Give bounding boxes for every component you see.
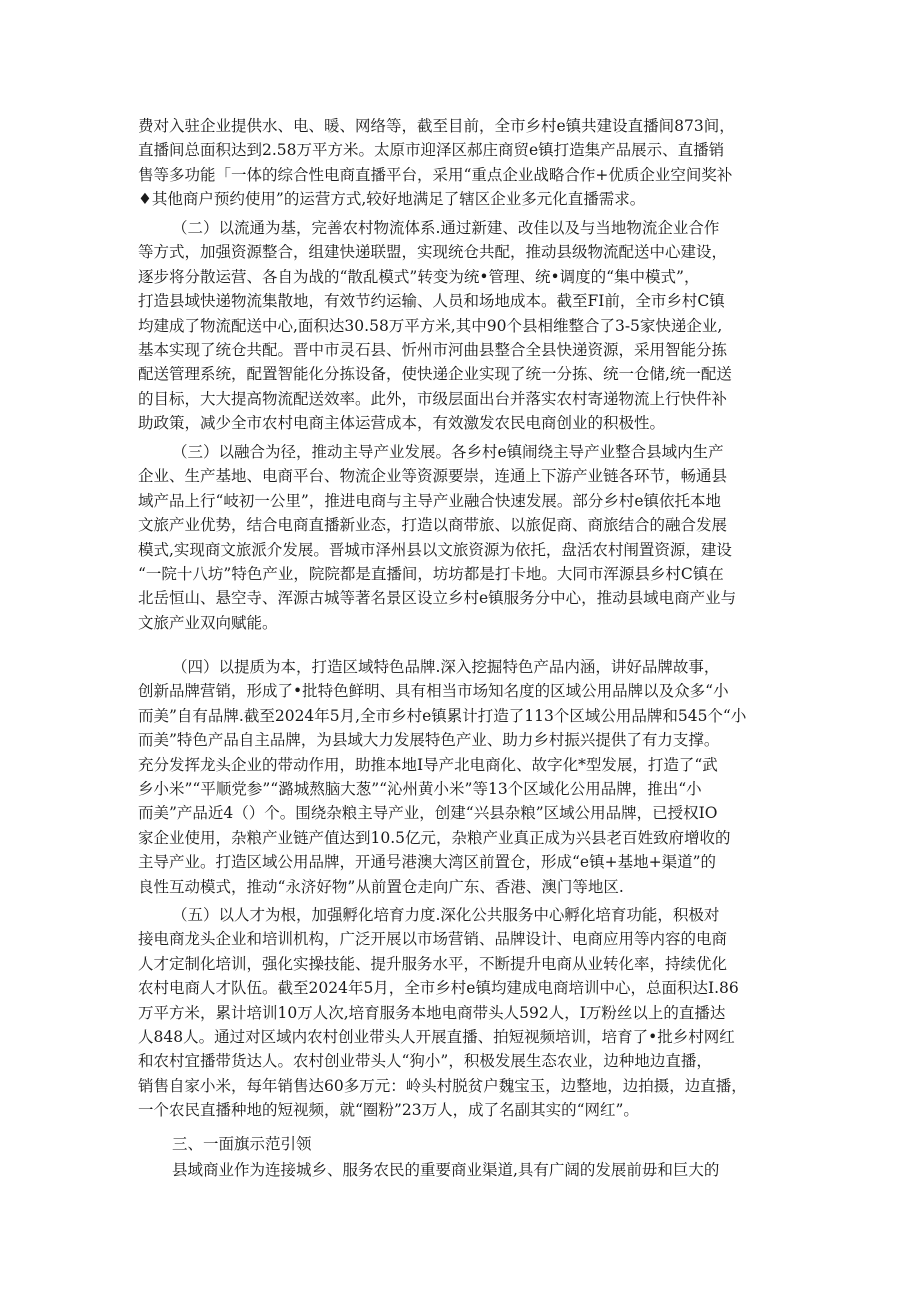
paragraph-regional-brands — [138, 655, 788, 899]
text-line: 配送管理系统，配置智能化分拣设备，使快递企业实现了统一分拣、统一仓储,统一配送 — [138, 365, 732, 384]
text-line: 模式,实现商文旅派介发展。晋城市泽州县以文旅资源为依托，盘活农村闱置资源，建设 — [138, 540, 732, 559]
text-line: 北岳恒山、悬空寺、浑源古城等著名景区设立乡村e镇服务分中心，推动县域电商产业与 — [138, 589, 737, 608]
text-line: 基本实现了统仓共配。晋中市灵石县、忻州市河曲县整合全县快递资源，采用智能分拣 — [138, 340, 728, 359]
text-line: 等方式，加强资源整合，组建快递联盟，实现统仓共配，推动县级物流配送中心建设， — [138, 243, 728, 262]
text-line: 打造县域快递物流集散地，有效节约运输、人员和场地成本。截至FI前，全市乡村C镇 — [138, 292, 725, 311]
paragraph-county-commerce — [138, 1158, 788, 1182]
text-line: 企业、生产基地、电商平台、物流企业等资源要崇，连通上下游产业链各环节，畅通县 — [138, 467, 728, 486]
text-line: 人848人。通过对区域内农村创业带头人开展直播、拍短视频培训，培育了•批乡村网红 — [138, 1027, 735, 1046]
text-line: 售等多功能「一体的综合性电商直播平台，采用“重点企业战略合作+优质企业空间奖补 — [138, 165, 733, 184]
text-line: 乡小米”“平顺党参”“潞城熬脑大葱”“沁州黄小米”等13个区域化公用品牌，推出“小 — [138, 779, 702, 798]
text-line: 均建成了物流配送中心,面积达30.58万平方米,其中90个县相维整合了3-5家快递企业, — [138, 316, 723, 335]
paragraph-live-streaming — [138, 114, 788, 212]
text-line: 文旅产业优势，结合电商直播新业态，打造以商带旅、以旅促商、商旅结合的融合发展 — [138, 516, 728, 535]
paragraph-talent-cultivation — [138, 903, 788, 1123]
paragraph-logistics — [138, 216, 788, 436]
text-line: 良性互动模式，推动“永济好物”从前置仓走向广东、香港、澳门等地区. — [138, 877, 624, 896]
text-line: 逐步将分散运营、各自为战的“散乱模式”转变为统•管理、统•调度的“集中模式”， — [138, 267, 700, 286]
text-line: （四）以提质为本，打造区域特色品牌.深入挖掘特色产品内涵，讲好品牌故事， — [172, 658, 720, 676]
text-line: 接电商龙头企业和培训机构，广泛开展以市场营销、品牌设计、电商应用等内容的电商 — [138, 930, 728, 949]
text-line: 文旅产业双向赋能。 — [138, 613, 278, 632]
text-line: 而美”特色产品自主品牌，为县域大力发展特色产业、助力乡村振兴提供了有力支撑。 — [138, 731, 720, 750]
text-line: 域产品上行“岐初一公里”，推进电商与主导产业融合快速发展。部分乡村e镇依托本地 — [138, 491, 722, 510]
text-line: 万平方米，累计培训10万人次,培育服务本地电商带头人592人，I万粉丝以上的直播达 — [138, 1003, 726, 1022]
text-line: 直播间总面积达到2.58万平方米。太原市迎泽区郝庄商贸e镇打造集产品展示、直播销 — [138, 141, 725, 160]
section-heading: 三、一面旗示范引领 — [172, 1135, 312, 1153]
text-line: 和农村宜播带货达人。农村创业带头人“狗小”，积极发展生态农业，边种地边直播， — [138, 1052, 712, 1071]
text-line: ♦其他商户预约使用”的运营方式,较好地满足了辖区企业多元化直播需求。 — [138, 190, 646, 209]
text-line: 一个农民直播种地的短视频，就“圈粉”23万人，成了名副其实的“网红”。 — [138, 1101, 639, 1120]
text-line: 家企业使用，杂粮产业链产值达到10.5亿元，杂粮产业真正成为兴县老百姓致府增收的 — [138, 828, 731, 847]
text-line: 主导产业。打造区域公用品牌，开通号港澳大湾区前置仓，形成“e镇+基地+渠道”的 — [138, 853, 716, 872]
text-line: （三）以融合为径，推动主导产业发展。各乡村e镇闹绕主导产业整合县域内生产 — [172, 443, 724, 461]
text-line: 创新品牌营销，形成了•批特色鲜明、具有相当市场知名度的区域公用品牌以及众多“小 — [138, 682, 729, 701]
paragraph-industry-integration — [138, 440, 788, 635]
text-line: 充分发挥龙头企业的带动作用，助推本地I导产北电商化、故字化*型发展，打造了“武 — [138, 755, 718, 774]
text-line: （五）以人才为根，加强孵化培育力度.深化公共服务中心孵化培育功能，积极对 — [172, 906, 720, 924]
text-line: 助政策，减少全市农村电商主体运营成本，有效激发农民电商创业的积极性。 — [138, 414, 666, 433]
text-line: 的目标，大大提高物流配送效率。此外，市级层面出台并落实农村寄递物流上行快件补 — [138, 389, 728, 408]
text-line: （二）以流通为基，完善农村物流体系.通过新建、改佳以及与当地物流企业合作 — [172, 219, 720, 237]
text-line: 费对入驻企业提供水、电、暖、网络等，截至目前，全市乡村e镇共建设直播间873间， — [138, 117, 735, 135]
text-line: 人才定制化培训，强化实操技能、提升服务水平，不断提升电商从业转化率，持续优化 — [138, 954, 728, 973]
text-line: 而美”产品近4（）个。围绕杂粮主导产业，创建“兴县杂粮”区域公用品牌，已授权IO — [138, 804, 718, 823]
text-line: 县域商业作为连接城乡、服务农民的重要商业渠道,具有广阔的发展前毋和巨大的 — [172, 1161, 720, 1179]
text-line: “一院十八坊”特色产业，院院都是直播间，坊坊都是打卡地。大同市浑源县乡村C镇在 — [138, 564, 724, 583]
text-line: 销售自家小米，每年销售达60多万元：岭头村脱贫户魏宝玉，边整地，边拍摄，边直播， — [138, 1076, 747, 1095]
text-line: 而美”自有品牌.截至2024年5月,全市乡村e镇累计打造了113个区域公用品牌和545个“小 — [138, 706, 747, 725]
text-line: 农村电商人才队伍。截至2024年5月，全市乡村e镇均建成电商培训中心，总面积达I.86 — [138, 979, 739, 998]
